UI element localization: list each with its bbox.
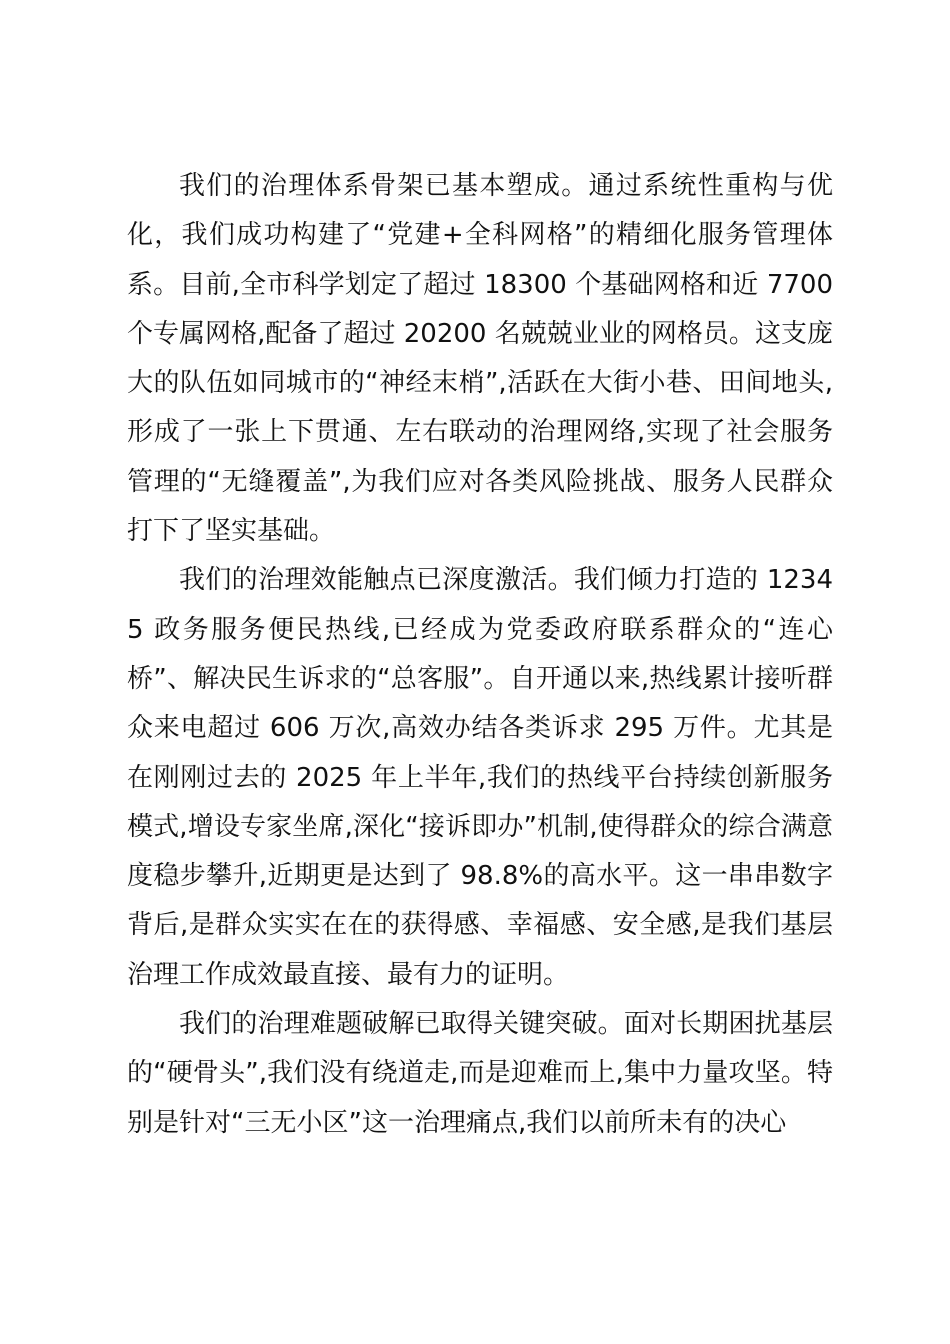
document-body <box>127 162 833 1148</box>
paragraph-governance-framework: 我们的治理体系骨架已基本塑成。通过系统性重构与优化，我们成功构建了“党建+全科网格”的精细化服务管理体系。目前,全市科学划定了超过 18300 个基础网格和近 7700 个专属网格,配备了超过 20200 名兢兢业业的网格员。这支庞大的队伍如同城市的“神经末梢”,活跃在大街小巷、田间地头,形成了一张上下贯通、左右联动的治理网络,实现了社会服务管理的“无缝覆盖”,为我们应对各类风险挑战、服务人民群众打下了坚实基础。 <box>127 171 833 547</box>
paragraph-hotline-efficiency: 我们的治理效能触点已深度激活。我们倾力打造的 12345 政务服务便民热线,已经成为党委政府联系群众的“连心桥”、解决民生诉求的“总客服”。自开通以来,热线累计接听群众来电超过 606 万次,高效办结各类诉求 295 万件。尤其是在刚刚过去的 2025 年上半年,我们的热线平台持续创新服务模式,增设专家坐席,深化“接诉即办”机制,使得群众的综合满意度稳步攀升,近期更是达到了 98.8%的高水平。这一串串数字背后,是群众实实在在的获得感、幸福感、安全感,是我们基层治理工作成效最直接、最有力的证明。 <box>127 565 833 990</box>
paragraph-difficult-problems: 我们的治理难题破解已取得关键突破。面对长期困扰基层的“硬骨头”,我们没有绕道走,而是迎难而上,集中力量攻坚。特别是针对“三无小区”这一治理痛点,我们以前所未有的决心 <box>127 1009 833 1138</box>
